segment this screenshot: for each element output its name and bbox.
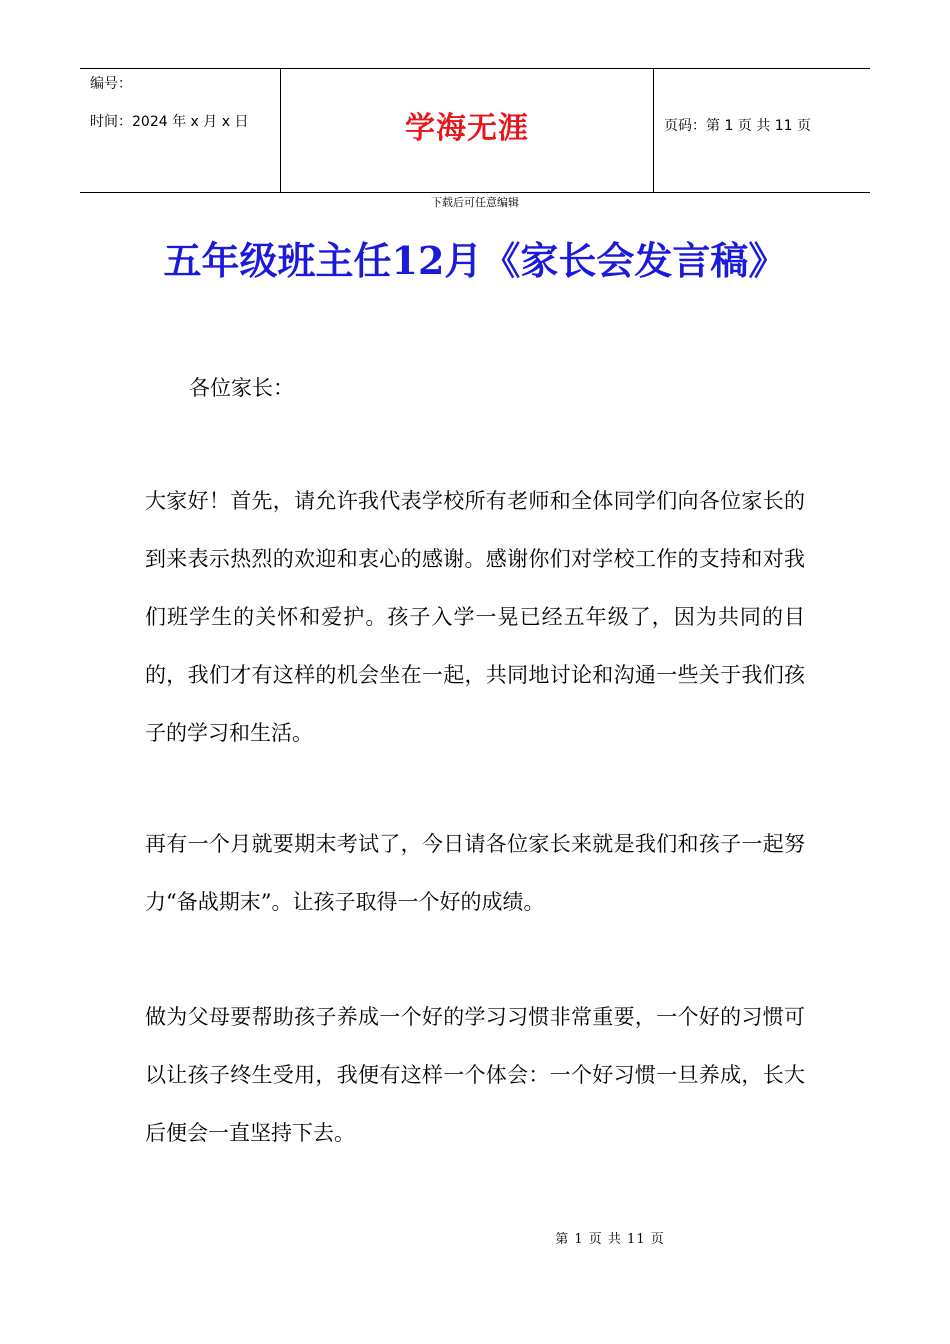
document-time-label: 时间：2024 年 x 月 x 日 xyxy=(90,114,249,130)
page-footer: 第 1 页 共 11 页 xyxy=(555,1232,665,1247)
document-title: 五年级班主任12月《家长会发言稿》 xyxy=(163,238,787,283)
header-table xyxy=(80,68,870,193)
paragraph-1: 大家好！首先，请允许我代表学校所有老师和全体同学们向各位家长的到来表示热烈的欢迎和衷心的感谢。感谢你们对学校工作的支持和对我们班学生的关怀和爱护。孩子入学一晃已经五年级了，因为共同的目的，我们才有这样的机会坐在一起，共同地讨论和沟通一些关于我们孩子的学习和生活。 xyxy=(145,489,805,745)
paragraph-3: 做为父母要帮助孩子养成一个好的学习习惯非常重要，一个好的习惯可以让孩子终生受用，我便有这样一个体会：一个好习惯一旦养成，长大后便会一直坚持下去。 xyxy=(145,1005,805,1145)
header-meta-cell xyxy=(80,69,281,192)
edit-note: 下载后可任意编辑 xyxy=(431,196,519,209)
document-number-label: 编号： xyxy=(90,76,132,92)
header-page-cell xyxy=(654,69,870,192)
brand-title: 学海无涯 xyxy=(405,111,529,146)
page-code-label: 页码：第 1 页 共 11 页 xyxy=(664,118,811,134)
paragraph-2: 再有一个月就要期末考试了，今日请各位家长来就是我们和孩子一起努力“备战期末”。让孩子取得一个好的成绩。 xyxy=(145,832,805,914)
header-brand-cell xyxy=(281,69,654,192)
salutation: 各位家长： xyxy=(189,376,294,400)
